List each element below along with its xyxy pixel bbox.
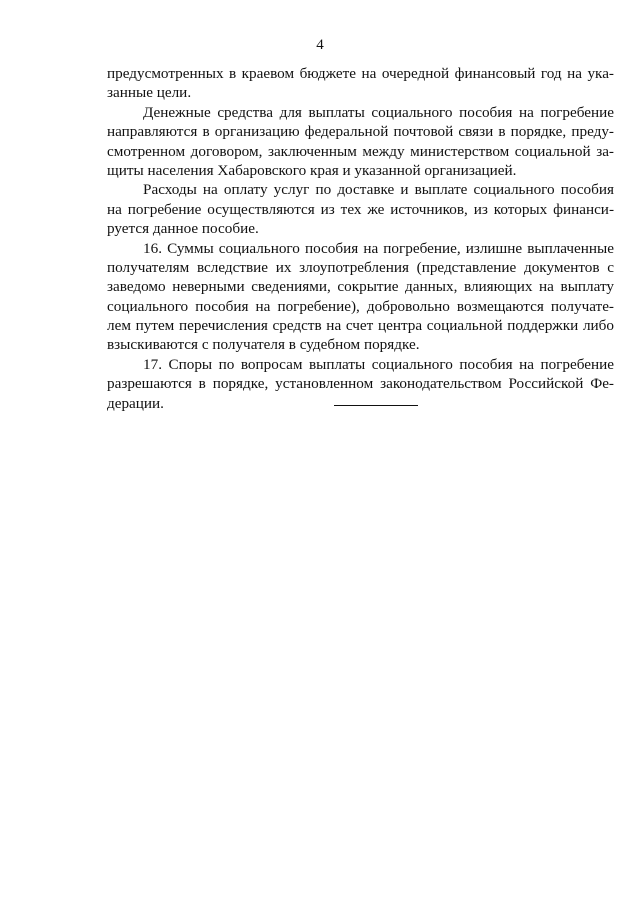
- paragraph-continuation: [107, 64, 614, 103]
- paragraph-item-16: [107, 239, 614, 355]
- text-line: Денежные средства для выплаты социального пособия на погребение: [143, 103, 614, 121]
- paragraph-delivery-costs: [107, 180, 614, 238]
- text-line: взыскиваются с получателя в судебном порядке.: [107, 336, 420, 354]
- end-of-document-rule: [334, 405, 418, 406]
- text-line: разрешаются в порядке, установленном законодательством Российской Фе-: [107, 375, 614, 393]
- document-body: [107, 64, 614, 413]
- text-line: получателям вследствие их злоупотребления (представление документов с: [107, 258, 614, 276]
- text-line: направляются в организацию федеральной почтовой связи в порядке, преду-: [107, 123, 614, 141]
- paragraph-funds-transfer: [107, 103, 614, 181]
- text-line: руется данное пособие.: [107, 220, 259, 238]
- text-line: предусмотренных в краевом бюджете на очередной финансовый год на ука-: [107, 65, 614, 82]
- text-line: Расходы на оплату услуг по доставке и выплате социального пособия: [143, 181, 614, 199]
- text-line: заведомо неверными сведениями, сокрытие данных, влияющих на выплату: [107, 278, 614, 296]
- text-line: 16. Суммы социального пособия на погребение, излишне выплаченные: [143, 239, 614, 257]
- text-line: 17. Споры по вопросам выплаты социального пособия на погребение: [143, 355, 614, 373]
- text-line: лем путем перечисления средств на счет центра социальной поддержки либо: [107, 317, 614, 335]
- page-number: 4: [316, 37, 324, 53]
- text-line: смотренном договором, заключенным между министерством социальной за-: [107, 142, 614, 160]
- text-line: щиты населения Хабаровского края и указанной организацией.: [107, 161, 517, 179]
- text-line: занные цели.: [107, 84, 192, 102]
- text-line: на погребение осуществляются из тех же источников, из которых финанси-: [107, 200, 614, 218]
- text-line: социального пособия на погребение), добровольно возмещаются получате-: [107, 297, 614, 315]
- text-line: дерации.: [107, 394, 164, 412]
